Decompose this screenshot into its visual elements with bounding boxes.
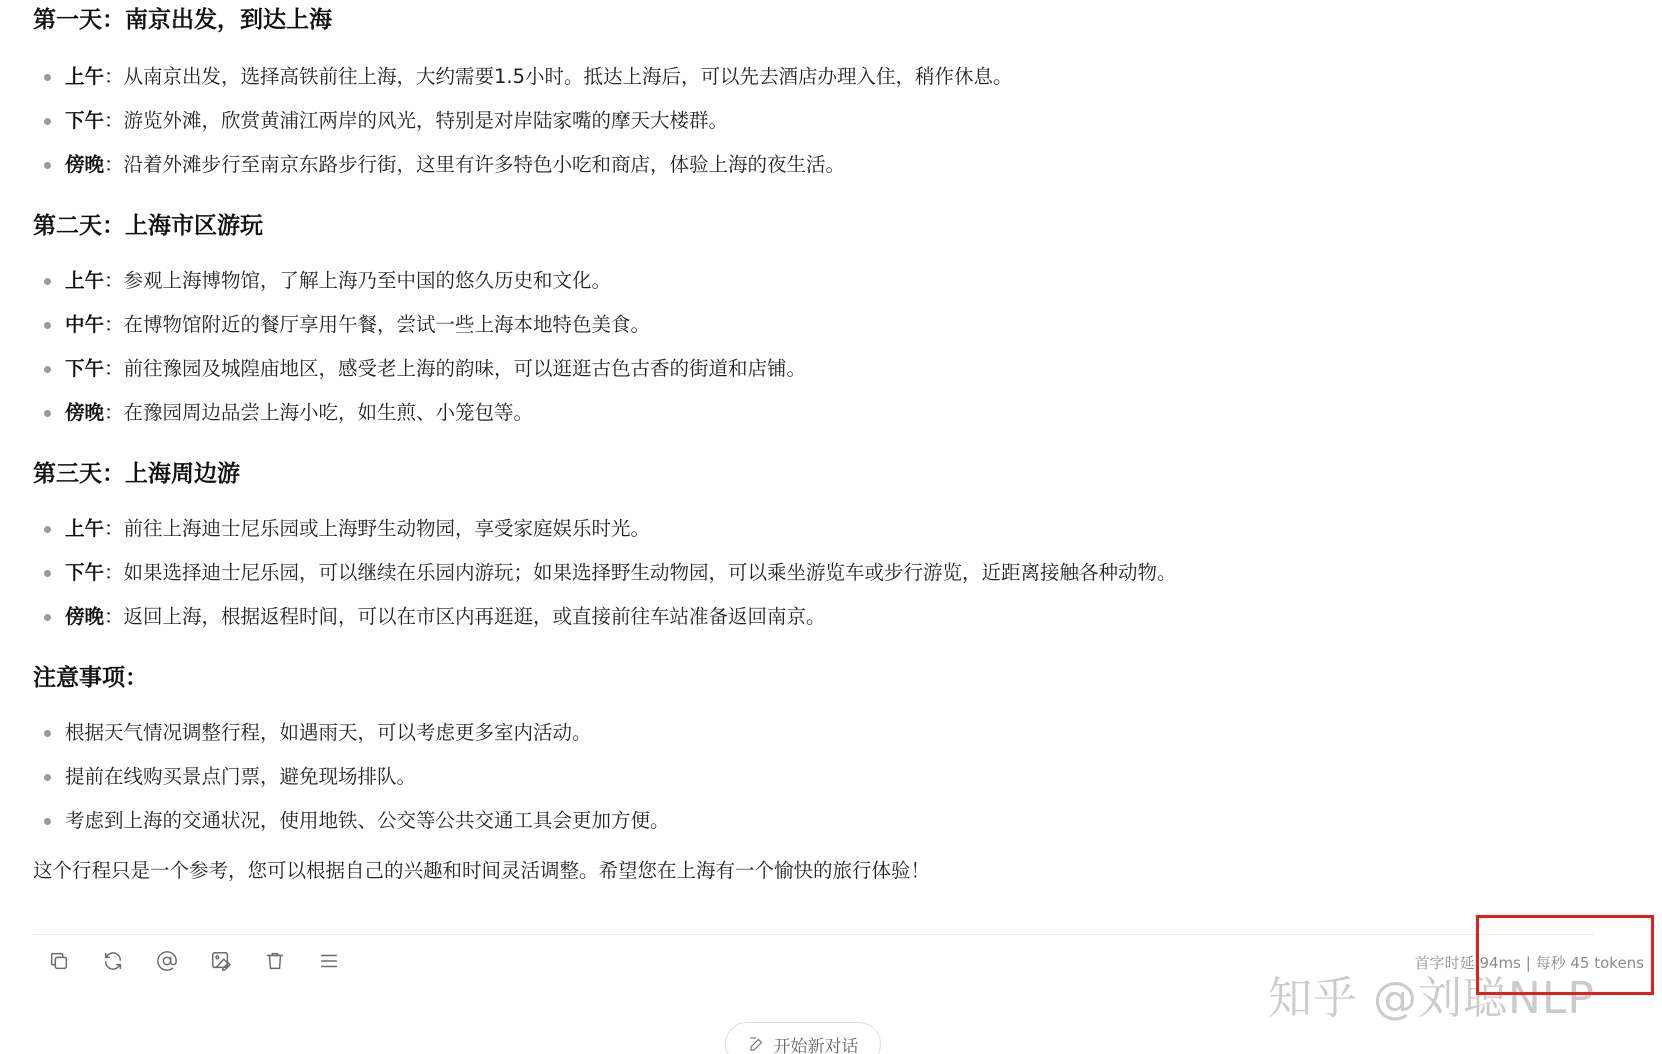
day3-list: [33, 507, 1593, 639]
time-label: 傍晚: [65, 153, 105, 176]
time-label: 上午: [65, 517, 105, 540]
latency-label: 首字时延: [1414, 954, 1475, 972]
day3-heading: 第三天：上海周边游: [33, 461, 240, 487]
list-item: [33, 551, 1593, 595]
item-text: ：前往豫园及城隍庙地区，感受老上海的韵味，可以逛逛古色古香的街道和店铺。: [104, 357, 807, 380]
image-edit-icon[interactable]: [204, 944, 238, 978]
item-text: 根据天气情况调整行程，如遇雨天，可以考虑更多室内活动。: [65, 721, 592, 744]
bullet-dot: [44, 730, 51, 737]
regenerate-icon[interactable]: [96, 944, 130, 978]
list-item: [33, 55, 1593, 99]
stats-separator: |: [1525, 954, 1531, 972]
new-chat-button[interactable]: [725, 1022, 881, 1054]
item-text: 提前在线购买景点门票，避免现场排队。: [65, 765, 417, 788]
item-text: ：游览外滩，欣赏黄浦江两岸的风光，特别是对岸陆家嘴的摩天大楼群。: [104, 109, 729, 132]
list-item: [33, 391, 1593, 435]
bullet-dot: [44, 366, 51, 373]
time-label: 傍晚: [65, 401, 105, 424]
bullet-dot: [44, 774, 51, 781]
bullet-dot: [44, 278, 51, 285]
bullet-dot: [44, 614, 51, 621]
message-toolbar: [42, 944, 366, 978]
list-item: [33, 99, 1593, 143]
time-label: 上午: [65, 269, 105, 292]
new-chat-label: 开始新对话: [773, 1036, 859, 1054]
delete-icon[interactable]: [258, 944, 292, 978]
time-label: 上午: [65, 65, 105, 88]
edit-icon: [748, 1035, 766, 1053]
speed-label: 每秒: [1535, 954, 1566, 972]
item-text: ：返回上海，根据返程时间，可以在市区内再逛逛，或直接前往车站准备返回南京。: [104, 605, 826, 628]
item-text: 考虑到上海的交通状况，使用地铁、公交等公共交通工具会更加方便。: [65, 809, 670, 832]
list-item: [33, 143, 1593, 187]
bullet-dot: [44, 410, 51, 417]
item-text: ：在博物馆附近的餐厅享用午餐，尝试一些上海本地特色美食。: [104, 313, 651, 336]
time-label: 下午: [65, 357, 105, 380]
copy-icon[interactable]: [42, 944, 76, 978]
day2-list: [33, 259, 1593, 435]
list-item: [33, 347, 1593, 391]
menu-icon[interactable]: [312, 944, 346, 978]
time-label: 傍晚: [65, 605, 105, 628]
notes-list: [33, 711, 1593, 843]
list-item: [33, 711, 1593, 755]
bullet-dot: [44, 570, 51, 577]
message-divider: [33, 934, 1594, 935]
item-text: ：从南京出发，选择高铁前往上海，大约需要1.5小时。抵达上海后，可以先去酒店办理入住，稍作休息。: [104, 65, 1013, 88]
bullet-dot: [44, 118, 51, 125]
notes-heading: 注意事项：: [33, 665, 148, 691]
item-text: ：在豫园周边品尝上海小吃，如生煎、小笼包等。: [104, 401, 534, 424]
highlight-box: [1476, 915, 1654, 995]
time-label: 下午: [65, 109, 105, 132]
bullet-dot: [44, 322, 51, 329]
item-text: ：前往上海迪士尼乐园或上海野生动物园，享受家庭娱乐时光。: [104, 517, 651, 540]
speed-value: 45 tokens: [1570, 954, 1644, 972]
time-label: 下午: [65, 561, 105, 584]
item-text: ：参观上海博物馆，了解上海乃至中国的悠久历史和文化。: [104, 269, 612, 292]
list-item: [33, 595, 1593, 639]
day1-heading: 第一天：南京出发，到达上海: [33, 7, 332, 33]
item-text: ：如果选择迪士尼乐园，可以继续在乐园内游玩；如果选择野生动物园，可以乘坐游览车或步行游览，近距离接触各种动物。: [104, 561, 1177, 584]
watermark: 知乎 @刘聪NLP: [1268, 973, 1595, 1024]
item-text: ：沿着外滩步行至南京东路步行街，这里有许多特色小吃和商店，体验上海的夜生活。: [104, 153, 846, 176]
closing-paragraph: 这个行程只是一个参考，您可以根据自己的兴趣和时间灵活调整。希望您在上海有一个愉快的旅行体验！: [33, 859, 931, 882]
mention-icon[interactable]: [150, 944, 184, 978]
list-item: [33, 259, 1593, 303]
list-item: [33, 507, 1593, 551]
latency-value: 94ms: [1479, 954, 1521, 972]
bullet-dot: [44, 162, 51, 169]
list-item: [33, 303, 1593, 347]
list-item: [33, 755, 1593, 799]
day2-heading: 第二天：上海市区游玩: [33, 213, 263, 239]
list-item: [33, 799, 1593, 843]
chat-message: [33, 0, 1593, 891]
bullet-dot: [44, 526, 51, 533]
time-label: 中午: [65, 313, 105, 336]
day1-list: [33, 55, 1593, 187]
bullet-dot: [44, 818, 51, 825]
bullet-dot: [44, 74, 51, 81]
